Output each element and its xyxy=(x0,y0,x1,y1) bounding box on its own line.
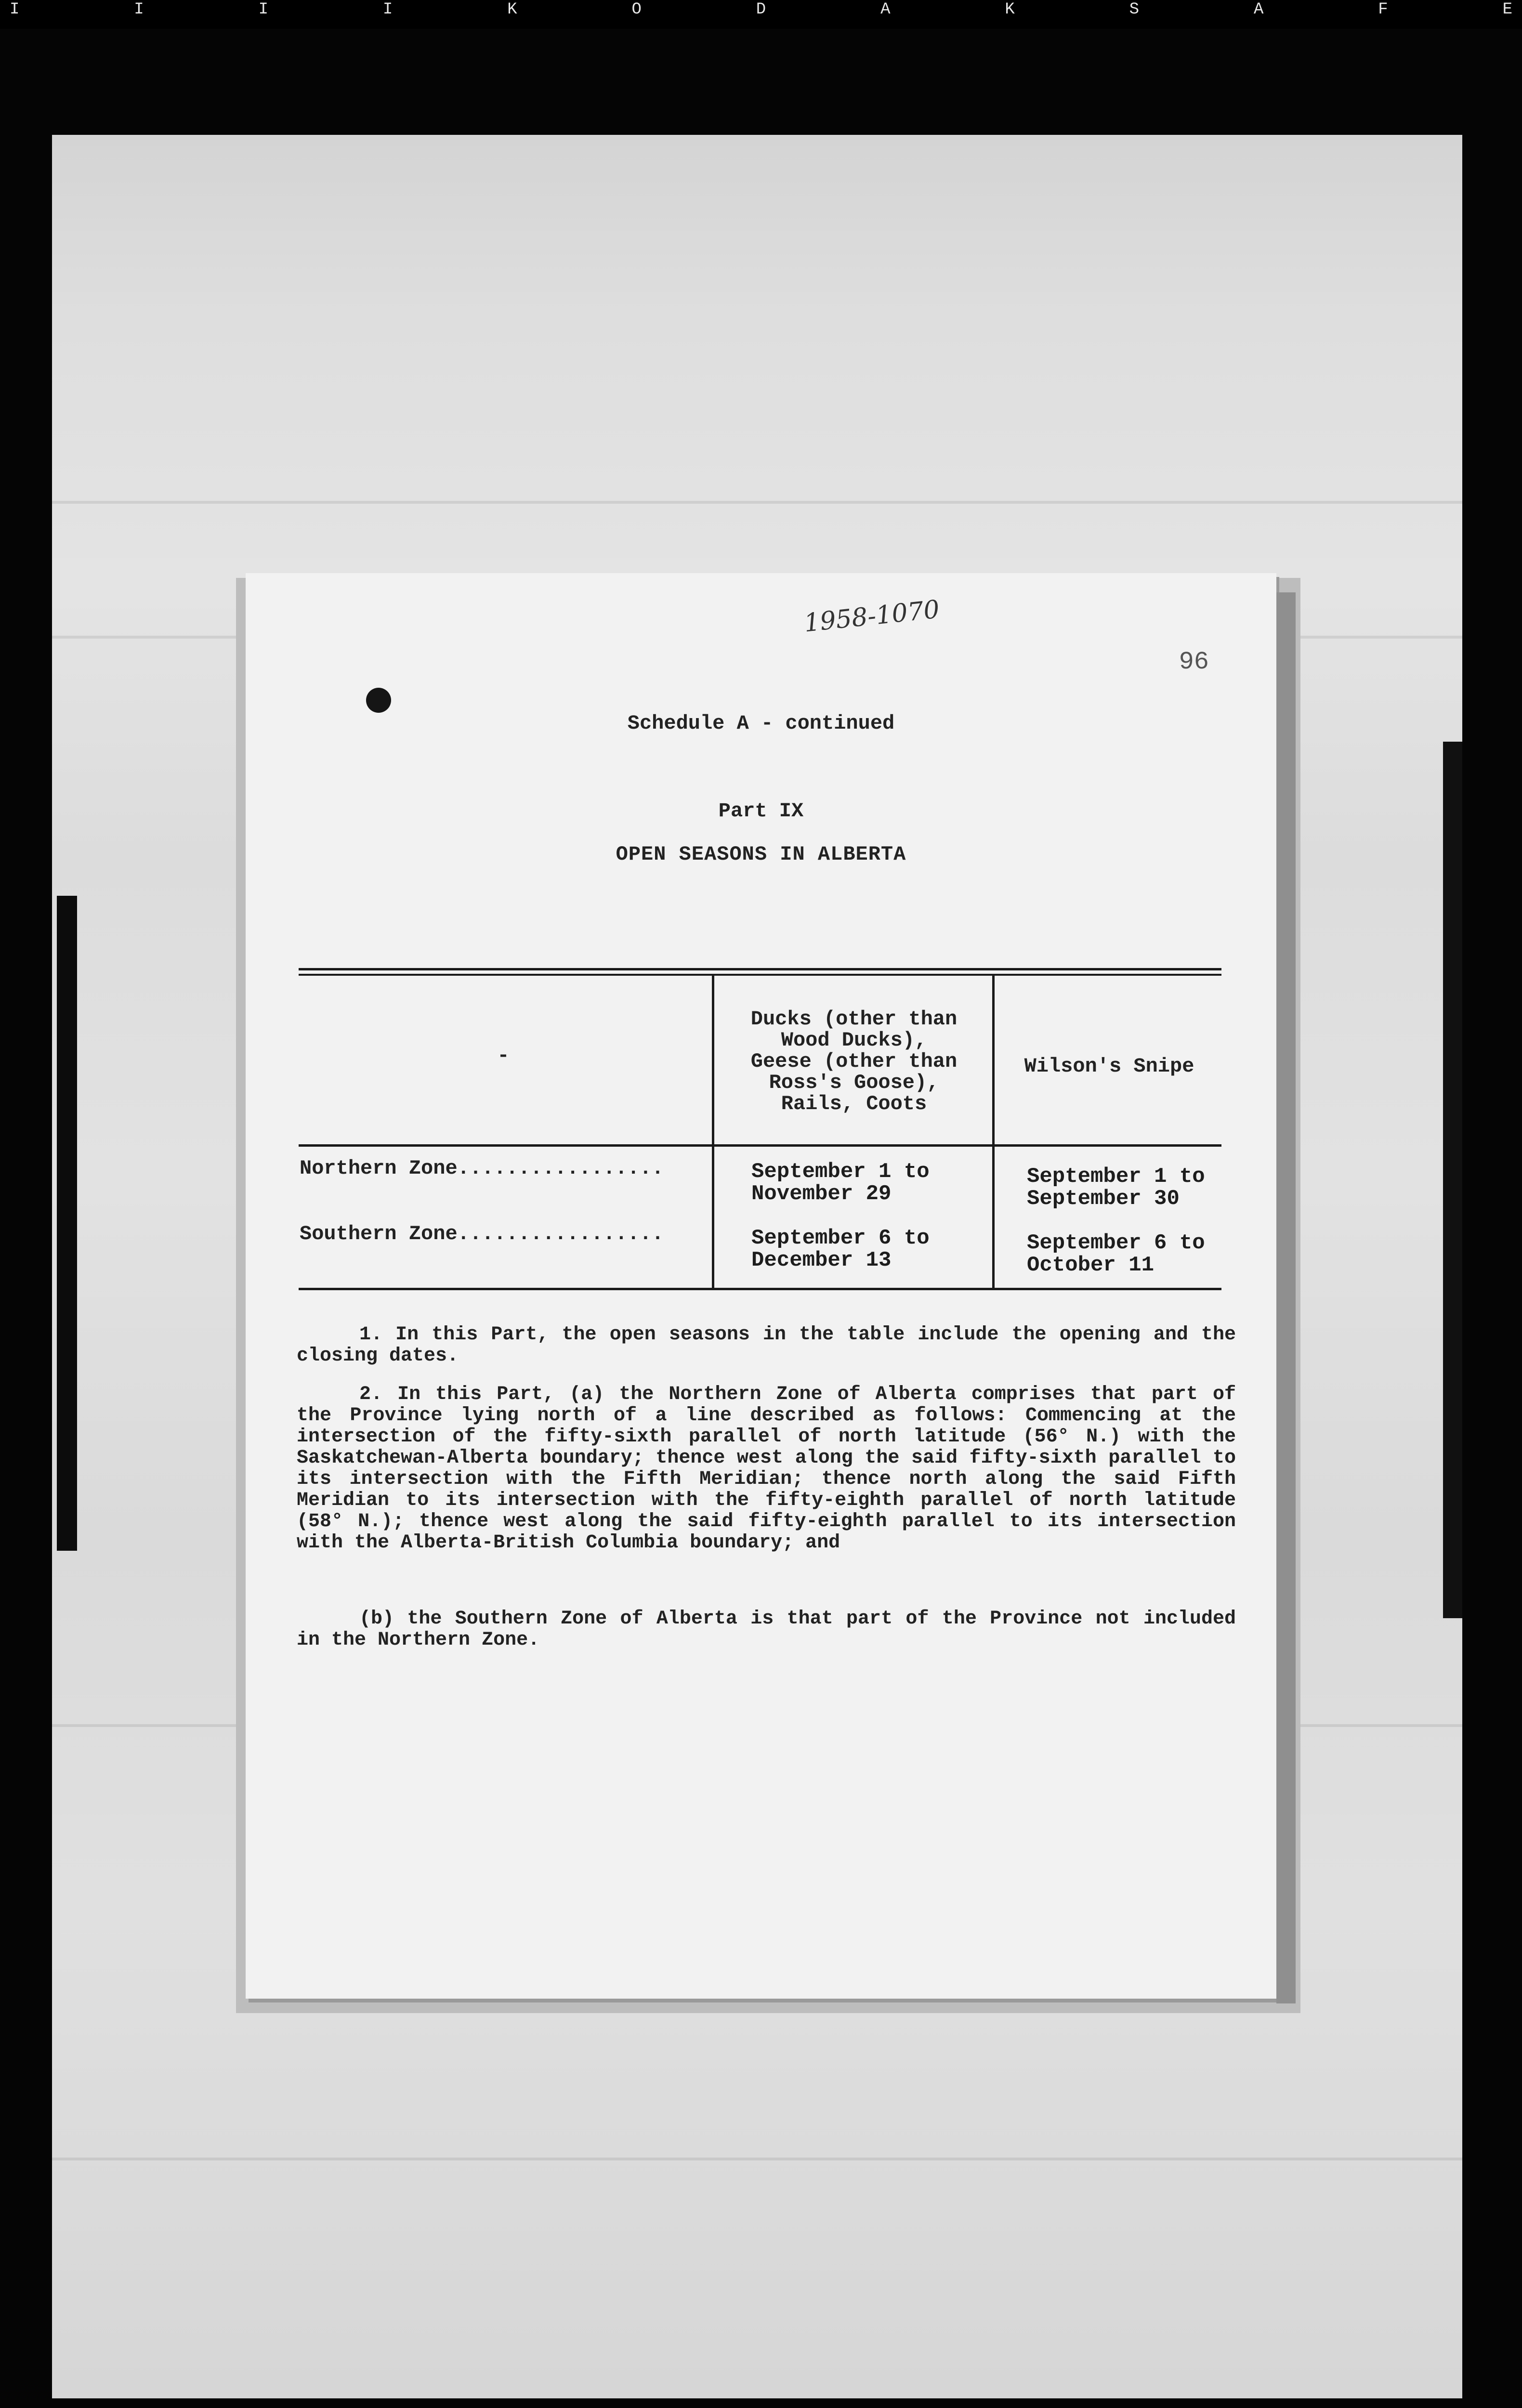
edge-mark: E xyxy=(1502,0,1512,19)
edge-mark: S xyxy=(1129,0,1140,19)
table-column-divider xyxy=(712,976,714,1288)
edge-mark: A xyxy=(1253,0,1264,19)
sheet-edge xyxy=(1276,592,1296,2003)
table-cell-southern-snipe: September 6 to October 11 xyxy=(1027,1231,1205,1277)
punch-hole xyxy=(366,688,391,713)
paragraph-2-text: 2. In this Part, (a) the Northern Zone of Alberta comprises that part of the Province lying north of a line described as follows: Commencing at the intersection of the fifty-sixth parallel of north latitude (56° N.) with the Saskatchewan-Alberta boundary; thence west along the said fifty-sixth parallel to its intersection with the Fifth Meridian; thence north along the said Fifth Meridian to its intersection with the fifty-eighth parallel of north latitude (58° N.); thence west along the said fifty-eighth parallel to its intersection with the Alberta-British Columbia boundary; and xyxy=(297,1384,1236,1554)
table-cell-northern-ducks: September 1 to November 29 xyxy=(751,1160,930,1206)
edge-mark: K xyxy=(507,0,517,19)
edge-mark: I xyxy=(258,0,268,19)
edge-mark: I xyxy=(134,0,144,19)
table-top-rule xyxy=(299,974,1221,976)
table-top-rule xyxy=(299,968,1221,970)
part-heading: Part IX xyxy=(718,799,804,823)
edge-mark: O xyxy=(631,0,642,19)
table-column-divider xyxy=(992,976,995,1288)
film-edge-marks xyxy=(10,0,1512,19)
edge-mark: K xyxy=(1005,0,1015,19)
film-side-tab-right xyxy=(1443,742,1462,1618)
edge-mark: A xyxy=(880,0,891,19)
paragraph-2 xyxy=(297,1384,1236,1554)
edge-mark: I xyxy=(382,0,393,19)
table-row-label-northern: Northern Zone................. xyxy=(300,1157,664,1180)
edge-mark: F xyxy=(1378,0,1388,19)
table-row-label-southern: Southern Zone................. xyxy=(300,1222,664,1245)
paragraph-1 xyxy=(297,1324,1236,1367)
page-title: OPEN SEASONS IN ALBERTA xyxy=(616,843,906,866)
paragraph-3 xyxy=(297,1609,1236,1651)
edge-mark: I xyxy=(10,0,20,19)
table-cell-northern-snipe: September 1 to September 30 xyxy=(1027,1165,1205,1211)
page-number: 96 xyxy=(1179,648,1209,676)
table-header-rule xyxy=(299,1144,1221,1147)
table-header-blank: - xyxy=(497,1044,510,1067)
table-header-ducks: Ducks (other than Wood Ducks), Geese (other than Ross's Goose), Rails, Coots xyxy=(750,1008,958,1115)
table-cell-southern-ducks: September 6 to December 13 xyxy=(751,1226,930,1272)
film-side-tab-left xyxy=(57,896,77,1551)
table-bottom-rule xyxy=(299,1288,1221,1290)
table-header-snipe: Wilson's Snipe xyxy=(1024,1055,1194,1078)
scan-band xyxy=(52,501,1462,504)
paragraph-3-text: (b) the Southern Zone of Alberta is that part of the Province not included in the Northern Zone. xyxy=(297,1608,1236,1651)
paragraph-1-text: 1. In this Part, the open seasons in the table include the opening and the closing dates. xyxy=(297,1324,1236,1367)
film-top-strip xyxy=(0,0,1522,29)
scan-band xyxy=(52,2158,1462,2160)
handwritten-note: 1958-1070 xyxy=(802,595,941,638)
edge-mark: D xyxy=(756,0,766,19)
open-seasons-table xyxy=(299,968,1221,1304)
schedule-heading: Schedule A - continued xyxy=(627,712,895,735)
